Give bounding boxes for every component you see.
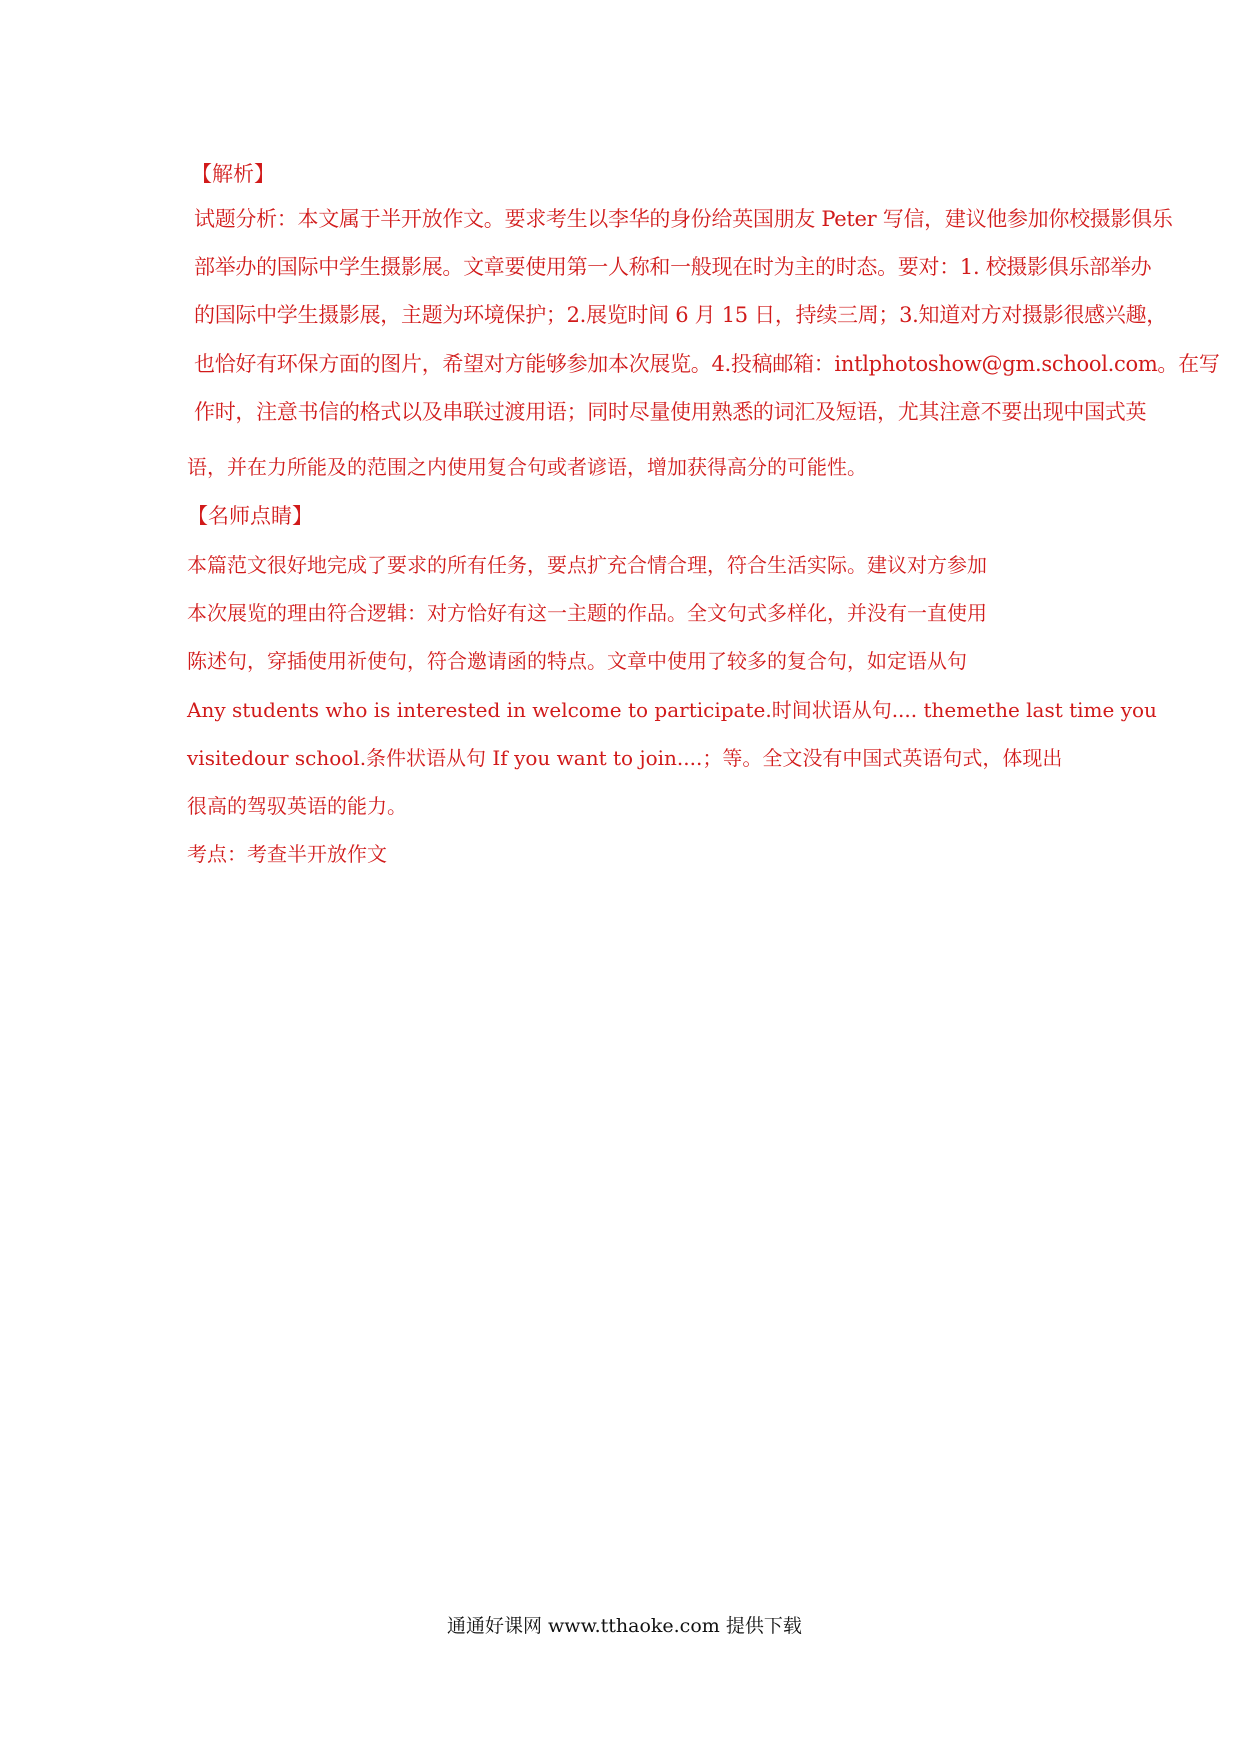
footer-source: 通通好课网 www.tthaoke.com 提供下载: [447, 1615, 802, 1637]
teacher-comment-line: 本次展览的理由符合逻辑：对方恰好有这一主题的作品。全文句式多样化，并没有一直使用: [187, 601, 987, 625]
teacher-comment-line: 很高的驾驭英语的能力。: [187, 794, 407, 818]
exam-point: 考点：考查半开放作文: [187, 842, 387, 866]
teacher-comment-line: Any students who is interested in welcome to participate.时间状语从句.... themethe last time you: [187, 698, 1157, 722]
analysis-heading: 【解析】: [191, 162, 275, 186]
analysis-line: 语，并在力所能及的范围之内使用复合句或者谚语，增加获得高分的可能性。: [187, 455, 867, 479]
teacher-comment-line: 本篇范文很好地完成了要求的所有任务，要点扩充合情合理，符合生活实际。建议对方参加: [187, 553, 987, 577]
analysis-line: 的国际中学生摄影展，主题为环境保护；2.展览时间 6 月 15 日，持续三周；3.知道对方对摄影很感兴趣，: [194, 303, 1167, 327]
analysis-line: 作时，注意书信的格式以及串联过渡用语；同时尽量使用熟悉的词汇及短语，尤其注意不要出现中国式英: [194, 400, 1147, 424]
teacher-comment-line: 陈述句，穿插使用祈使句，符合邀请函的特点。文章中使用了较多的复合句，如定语从句: [187, 649, 967, 673]
teacher-comment-line: visitedour school.条件状语从句 If you want to join....；等。全文没有中国式英语句式，体现出: [187, 746, 1063, 770]
teacher-comment-heading: 【名师点睛】: [187, 504, 313, 528]
analysis-line: 试题分析：本文属于半开放作文。要求考生以李华的身份给英国朋友 Peter 写信，建议他参加你校摄影俱乐: [194, 207, 1173, 231]
analysis-line: 部举办的国际中学生摄影展。文章要使用第一人称和一般现在时为主的时态。要对：1. 校摄影俱乐部举办: [194, 255, 1152, 279]
analysis-line: 也恰好有环保方面的图片，希望对方能够参加本次展览。4.投稿邮箱：intlphotoshow@gm.school.com。在写: [194, 352, 1220, 376]
